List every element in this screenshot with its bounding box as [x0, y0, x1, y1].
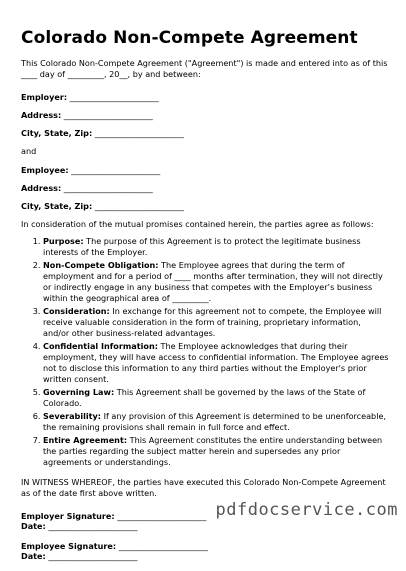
field-label: Employer: — [21, 92, 68, 102]
clause-text: The Employee acknowledges that during their employment, they will have access to confidential information. The Employee agrees not to disclose this information to any third parties without the Employer's prior written consent. — [43, 341, 389, 384]
field-blank: ______________________ — [94, 128, 184, 138]
clause-heading: Governing Law: — [43, 387, 115, 397]
clause-heading: Entire Agreement: — [43, 435, 128, 445]
clause-item — [43, 387, 389, 409]
signature-label: Employer Signature: — [21, 511, 115, 521]
field-blank: ______________________ — [71, 165, 161, 175]
field-label: City, State, Zip: — [21, 201, 93, 211]
clause-text: In exchange for this agreement not to compete, the Employee will receive valuable consideration in the form of training, proprietary information, and/or other business-related advantages. — [43, 306, 382, 338]
clause-heading: Consideration: — [43, 306, 110, 316]
clause-list — [21, 236, 389, 468]
field-blank: ______________________ — [69, 92, 159, 102]
document-page — [21, 28, 389, 571]
date-blank: ______________________ — [48, 521, 138, 531]
intro-paragraph: This Colorado Non-Compete Agreement ("Agreement") is made and entered into as of this ____ day of _________, 20__, by and between: — [21, 58, 388, 79]
field-label: City, State, Zip: — [21, 128, 93, 138]
employer-address-field — [21, 110, 389, 121]
clause-item — [43, 435, 389, 468]
employer-block — [21, 92, 389, 139]
field-label: Address: — [21, 110, 62, 120]
clause-heading: Confidential Information: — [43, 341, 158, 351]
field-label: Address: — [21, 183, 62, 193]
employee-city-field — [21, 201, 389, 212]
watermark: pdfdocservice.com — [215, 500, 398, 520]
employee-block — [21, 165, 389, 212]
field-blank: ______________________ — [63, 183, 153, 193]
field-blank: ______________________ — [94, 201, 184, 211]
clause-item — [43, 341, 389, 385]
clause-heading: Non-Compete Obligation: — [43, 260, 159, 270]
clause-item — [43, 306, 389, 339]
clause-text: If any provision of this Agreement is determined to be unenforceable, the remaining provisions shall remain in full force and effect. — [43, 411, 386, 432]
signature-blank: ______________________ — [117, 511, 207, 521]
field-label: Employee: — [21, 165, 69, 175]
clause-text: This Agreement shall be governed by the laws of the State of Colorado. — [43, 387, 366, 408]
signature-blank: ______________________ — [118, 541, 208, 551]
clause-text: This Agreement constitutes the entire understanding between the parties regarding the subject matter herein and supersedes any prior agreements or understandings. — [43, 435, 383, 467]
document-title: Colorado Non-Compete Agreement — [21, 28, 358, 48]
employer-name-field — [21, 92, 389, 103]
witness-paragraph: IN WITNESS WHEREOF, the parties have executed this Colorado Non-Compete Agreement as of the date first above written. — [21, 477, 386, 498]
date-blank: ______________________ — [48, 551, 138, 561]
clause-item — [43, 411, 389, 433]
clause-item — [43, 236, 389, 258]
employee-signature-block — [21, 541, 389, 561]
date-label: Date: — [21, 551, 46, 561]
and-separator: and — [21, 146, 37, 156]
date-label: Date: — [21, 521, 46, 531]
clause-heading: Purpose: — [43, 236, 84, 246]
consideration-paragraph: In consideration of the mutual promises contained herein, the parties agree as follows: — [21, 219, 374, 229]
employee-address-field — [21, 183, 389, 194]
employee-name-field — [21, 165, 389, 176]
clause-text: The Employee agrees that during the term of employment and for a period of ____ months after termination, they will not directly or indirectly engage in any business that competes with the Employer’s business within the geographical area of _________. — [43, 260, 383, 303]
clause-heading: Severability: — [43, 411, 102, 421]
signature-label: Employee Signature: — [21, 541, 117, 551]
employer-city-field — [21, 128, 389, 139]
clause-item — [43, 260, 389, 304]
clause-text: The purpose of this Agreement is to protect the legitimate business interests of the Employer. — [43, 236, 361, 257]
field-blank: ______________________ — [63, 110, 153, 120]
